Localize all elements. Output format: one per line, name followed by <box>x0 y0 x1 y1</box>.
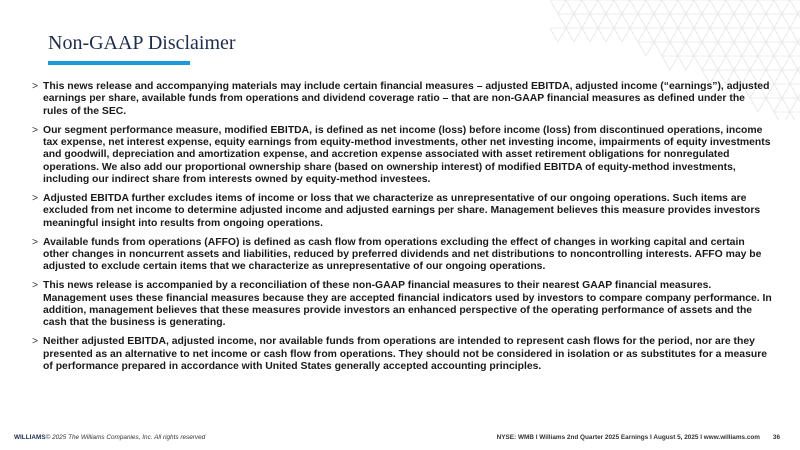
pattern-triangle <box>782 98 798 112</box>
pattern-triangle <box>766 42 782 56</box>
pattern-triangle <box>678 56 694 70</box>
bullet-text: Neither adjusted EBITDA, adjusted income, nor available funds from operations are intended to represent cash flows for the period, nor are they presented as an alternative to net income or cash flow from operations. They should not be considered in isolation or as substitutes for a measure of performance prepared in accordance with United States generally accepted accounting principles. <box>43 336 768 373</box>
pattern-triangle <box>582 28 598 42</box>
pattern-triangle <box>694 56 710 70</box>
footer-brand: WILLIAMS <box>14 434 46 441</box>
pattern-triangle <box>694 28 710 42</box>
pattern-triangle <box>758 56 774 70</box>
bullet-item <box>32 237 772 274</box>
pattern-triangle <box>710 56 726 70</box>
pattern-triangle <box>598 28 614 42</box>
pattern-triangle <box>758 28 774 42</box>
pattern-triangle <box>726 0 742 14</box>
pattern-triangle <box>638 14 654 28</box>
pattern-triangle <box>670 42 686 56</box>
footer-copyright <box>14 434 205 442</box>
pattern-triangle <box>774 112 790 120</box>
pattern-triangle <box>790 28 800 42</box>
pattern-triangle <box>742 56 758 70</box>
pattern-triangle <box>790 56 800 70</box>
pattern-triangle <box>678 0 694 14</box>
pattern-triangle <box>710 28 726 42</box>
pattern-triangle <box>550 28 566 42</box>
pattern-triangle <box>726 56 742 70</box>
pattern-triangle <box>790 112 800 120</box>
pattern-triangle <box>694 0 710 14</box>
bullet-text: This news release and accompanying materials may include certain financial measures – adjusted EBITDA, adjusted income (“earnings”), adjusted earnings per share, available funds from operations and dividend coverage ratio – that are non-GAAP financial measures as defined under the rules of the SEC. <box>43 81 770 117</box>
pattern-triangle <box>550 0 566 14</box>
pattern-triangle <box>566 0 582 14</box>
pattern-triangle <box>686 14 702 28</box>
bullet-marker-icon: > <box>32 81 39 92</box>
bullet-item <box>32 125 772 187</box>
pattern-triangle <box>590 14 606 28</box>
pattern-triangle <box>782 70 798 84</box>
pattern-triangle <box>774 28 790 42</box>
pattern-triangle <box>598 0 614 14</box>
bullet-text: Adjusted EBITDA further excludes items of income or loss that we characterize as unrepresentative of our ongoing operations. Such items are excluded from net income to determine adjusted income and adjusted earnings per share. Management believes this measure provides investors meaningful insight into results from ongoing operations. <box>43 193 761 229</box>
pattern-triangle <box>750 42 766 56</box>
pattern-triangle <box>574 14 590 28</box>
bullet-item <box>32 280 772 330</box>
pattern-triangle <box>742 0 758 14</box>
pattern-triangle <box>702 14 718 28</box>
pattern-triangle <box>718 14 734 28</box>
pattern-triangle <box>558 14 574 28</box>
pattern-triangle <box>726 28 742 42</box>
pattern-triangle <box>678 28 694 42</box>
page-number: 36 <box>772 434 780 441</box>
bullet-text: This news release is accompanied by a reconciliation of these non-GAAP financial measures to their nearest GAAP financial measures. Management uses these financial measures because they are accepted financial indicators used by investors to compare company performance. In addition, management believes that these measures provide investors an enhanced perspective of the operating performance of assets and the cash that the business is generating. <box>43 280 772 329</box>
pattern-triangle <box>622 14 638 28</box>
bullet-marker-icon: > <box>32 236 39 248</box>
bullet-item <box>32 193 772 230</box>
pattern-triangle <box>566 28 582 42</box>
pattern-triangle <box>782 14 798 28</box>
pattern-triangle <box>646 0 662 14</box>
pattern-triangle <box>662 0 678 14</box>
pattern-triangle <box>750 14 766 28</box>
pattern-triangle <box>582 0 598 14</box>
pattern-triangle <box>734 14 750 28</box>
pattern-triangle <box>742 28 758 42</box>
bullet-marker-icon: > <box>32 280 39 292</box>
bullet-item <box>32 81 772 118</box>
bullet-list <box>32 81 772 380</box>
pattern-triangle <box>774 56 790 70</box>
bullet-text: Our segment performance measure, modified EBITDA, is defined as net income (loss) before income (loss) from discontinued operations, income tax expense, net interest expense, equity earnings from equity-method investments, other net investing income, impairments of equity investments and goodwill, depreciation and amortization expense, and accretion expense associated with asset retirement obligations for nonregulated operations. We also add our proportional ownership share (based on ownership interest) of modified EBITDA of equity-method investments, including our indirect share from interests owned by equity-method investees. <box>43 124 771 186</box>
pattern-triangle <box>662 28 678 42</box>
title-underline <box>48 61 190 65</box>
pattern-triangle <box>630 28 646 42</box>
pattern-triangle <box>646 28 662 42</box>
page-title: Non-GAAP Disclaimer <box>48 32 236 54</box>
pattern-triangle <box>758 0 774 14</box>
bullet-marker-icon: > <box>32 336 39 348</box>
pattern-triangle <box>606 14 622 28</box>
bullet-text: Available funds from operations (AFFO) is defined as cash flow from operations excluding the effect of changes in working capital and certain other changes in noncurrent assets and liabilities, reduced by preferred dividends and net distributions to noncontrolling interests. AFFO may be adjusted to exclude certain items that we characterize as unrepresentative of our ongoing operations. <box>43 236 762 273</box>
pattern-triangle <box>710 0 726 14</box>
pattern-triangle <box>790 0 800 14</box>
bullet-item <box>32 336 772 373</box>
pattern-triangle <box>654 14 670 28</box>
pattern-triangle <box>654 42 670 56</box>
pattern-triangle <box>790 84 800 98</box>
footer-event-info: NYSE: WMB I Williams 2nd Quarter 2025 Earnings I August 5, 2025 I www.williams.com <box>496 434 760 441</box>
pattern-triangle <box>702 42 718 56</box>
pattern-triangle <box>782 42 798 56</box>
pattern-triangle <box>734 42 750 56</box>
pattern-triangle <box>774 0 790 14</box>
pattern-triangle <box>662 56 678 70</box>
bullet-marker-icon: > <box>32 124 39 136</box>
pattern-triangle <box>630 0 646 14</box>
pattern-triangle <box>614 28 630 42</box>
pattern-triangle <box>614 0 630 14</box>
pattern-triangle <box>774 84 790 98</box>
pattern-triangle <box>766 14 782 28</box>
footer-copyright-text: © 2025 The Williams Companies, Inc. All rights reserved <box>45 434 206 441</box>
pattern-triangle <box>686 42 702 56</box>
pattern-triangle <box>638 42 654 56</box>
bullet-marker-icon: > <box>32 193 39 205</box>
pattern-triangle <box>718 42 734 56</box>
pattern-triangle <box>670 14 686 28</box>
